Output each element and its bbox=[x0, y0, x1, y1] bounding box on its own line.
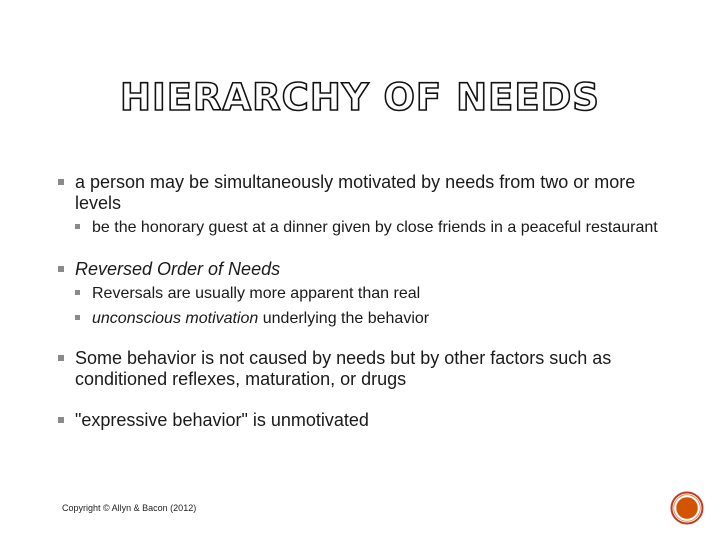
slide-title: HIERARCHY OF NEEDS bbox=[120, 76, 600, 119]
square-bullet-icon bbox=[58, 266, 64, 272]
sub-bullet-item-reversals bbox=[75, 284, 668, 303]
sub-bullet-item-unconscious bbox=[75, 309, 668, 328]
bullet-item-other-factors bbox=[58, 348, 668, 390]
bullet-text: Reversed Order of Needs bbox=[75, 259, 281, 279]
bullet-item-expressive bbox=[58, 410, 668, 431]
bullet-item-reversed-order bbox=[58, 259, 668, 328]
bullet-text: Some behavior is not caused by needs but by other factors such as conditioned reflexes, maturation, or drugs bbox=[75, 348, 612, 389]
sub-bullet-emphasis: unconscious motivation bbox=[92, 310, 259, 327]
square-bullet-icon bbox=[58, 417, 64, 423]
bullet-item-simultaneous bbox=[58, 172, 668, 237]
square-bullet-icon bbox=[75, 224, 80, 229]
copyright-notice: Copyright © Allyn & Bacon (2012) bbox=[62, 503, 197, 513]
square-bullet-icon bbox=[58, 355, 64, 361]
square-bullet-icon bbox=[75, 290, 80, 295]
sub-bullet-text: Reversals are usually more apparent than real bbox=[92, 285, 421, 302]
square-bullet-icon bbox=[58, 179, 64, 185]
bullet-text: "expressive behavior" is unmotivated bbox=[75, 410, 369, 430]
sub-bullet-text: underlying the behavior bbox=[258, 310, 430, 327]
circle-badge-icon bbox=[670, 491, 704, 525]
sub-bullet-item-honorary-guest bbox=[75, 218, 668, 237]
bullet-text: a person may be simultaneously motivated by needs from two or more levels bbox=[75, 172, 636, 213]
sub-bullet-text: be the honorary guest at a dinner given by close friends in a peaceful restaurant bbox=[92, 219, 658, 236]
slide-content bbox=[58, 172, 668, 445]
square-bullet-icon bbox=[75, 315, 80, 320]
